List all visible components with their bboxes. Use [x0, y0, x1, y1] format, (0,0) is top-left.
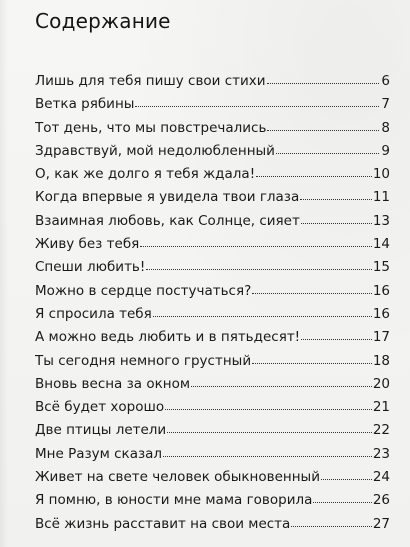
toc-entry[interactable] [35, 233, 390, 256]
toc-entry-title: Ветка рябины [35, 96, 135, 113]
toc-entry[interactable] [35, 210, 390, 233]
page-spine-shadow [0, 0, 8, 547]
toc-entry[interactable] [35, 466, 390, 489]
toc-entry-page: 7 [381, 96, 390, 113]
toc-entry[interactable] [35, 256, 390, 279]
toc-entry-page: 27 [372, 515, 390, 532]
toc-entry-title: О, как же долго я тебя ждала! [35, 166, 256, 183]
toc-entry-title: Когда впервые я увидела твои глаза [35, 189, 300, 206]
toc-entry[interactable] [35, 513, 390, 536]
toc-entry-title: Живет на свете человек обыкновенный [35, 469, 320, 486]
dot-leader [252, 362, 372, 364]
toc-entry-page: 11 [372, 189, 390, 206]
toc-entry[interactable] [35, 326, 390, 349]
toc-entry-page: 9 [381, 142, 390, 159]
toc-entry-page: 6 [381, 73, 390, 89]
toc-entry-title: Взаимная любовь, как Солнце, сияет [35, 212, 300, 229]
dot-leader [321, 478, 372, 480]
dot-leader [165, 408, 372, 410]
toc-entry[interactable] [35, 70, 390, 93]
toc-entry[interactable] [35, 117, 390, 140]
toc-entry-title: Две птицы летели [35, 422, 167, 439]
toc-entry-title: Мне Разум сказал [35, 445, 163, 462]
page-title: Содержание [35, 9, 171, 33]
toc-entry[interactable] [35, 186, 390, 209]
toc-entry-page: 15 [372, 259, 390, 276]
toc-entry[interactable] [35, 280, 390, 303]
toc-entry[interactable] [35, 350, 390, 373]
dot-leader [191, 385, 372, 387]
toc-entry-title: Живу без тебя [35, 236, 140, 253]
toc-entry-page: 8 [381, 119, 390, 136]
toc-entry[interactable] [35, 443, 390, 466]
toc-entry-title: Вновь весна за окном [35, 375, 191, 392]
toc-entry-page: 16 [372, 305, 390, 322]
dot-leader [135, 105, 379, 107]
toc-entry-page: 21 [372, 399, 390, 416]
toc-entry-title: Можно в сердце постучаться? [35, 282, 252, 299]
toc-entry-page: 26 [372, 492, 390, 509]
toc-entry[interactable] [35, 140, 390, 163]
toc-entry-page: 22 [372, 422, 390, 439]
dot-leader [276, 152, 379, 154]
toc-entry[interactable] [35, 163, 390, 186]
toc-entry-title: Ты сегодня немного грустный [35, 352, 252, 369]
toc-entry-page: 10 [372, 166, 390, 183]
toc-entry-page: 14 [372, 236, 390, 253]
toc-entry[interactable] [35, 419, 390, 442]
dot-leader [140, 245, 372, 247]
dot-leader [291, 525, 371, 527]
dot-leader [153, 315, 372, 317]
toc-entry[interactable] [35, 303, 390, 326]
toc-entry-title: Всё будет хорошо [35, 399, 165, 416]
toc-entry[interactable] [35, 396, 390, 419]
toc-entry-page: 13 [372, 212, 390, 229]
toc-entry-title: Я спросила тебя [35, 305, 152, 322]
dot-leader [267, 129, 379, 131]
dot-leader [146, 268, 372, 270]
toc-entry-title: Здравствуй, мой недолюбленный [35, 142, 275, 159]
toc-entry-title: А можно ведь любить и в пятьдесят! [35, 329, 301, 346]
dot-leader [167, 431, 372, 433]
dot-leader [301, 222, 372, 224]
toc-entry-page: 23 [372, 445, 390, 462]
toc-entry-page: 24 [372, 469, 390, 486]
toc-entry-title: Всё жизнь расставит на свои места [35, 515, 291, 532]
toc-entry-title: Спеши любить! [35, 259, 146, 276]
toc-entry-page: 20 [372, 375, 390, 392]
table-of-contents [35, 70, 390, 536]
toc-entry-page: 18 [372, 352, 390, 369]
toc-entry-title: Лишь для тебя пишу свои стихи [35, 73, 266, 89]
dot-leader [256, 175, 372, 177]
dot-leader [252, 292, 372, 294]
toc-entry[interactable] [35, 373, 390, 396]
dot-leader [163, 455, 372, 457]
dot-leader [300, 198, 372, 200]
toc-entry-title: Тот день, что мы повстречались [35, 119, 267, 136]
toc-entry-page: 16 [372, 282, 390, 299]
toc-entry[interactable] [35, 489, 390, 512]
toc-entry-page: 17 [372, 329, 390, 346]
toc-entry-title: Я помню, в юности мне мама говорила [35, 492, 313, 509]
dot-leader [301, 338, 372, 340]
dot-leader [313, 501, 371, 503]
toc-entry[interactable] [35, 93, 390, 116]
dot-leader [267, 82, 379, 84]
